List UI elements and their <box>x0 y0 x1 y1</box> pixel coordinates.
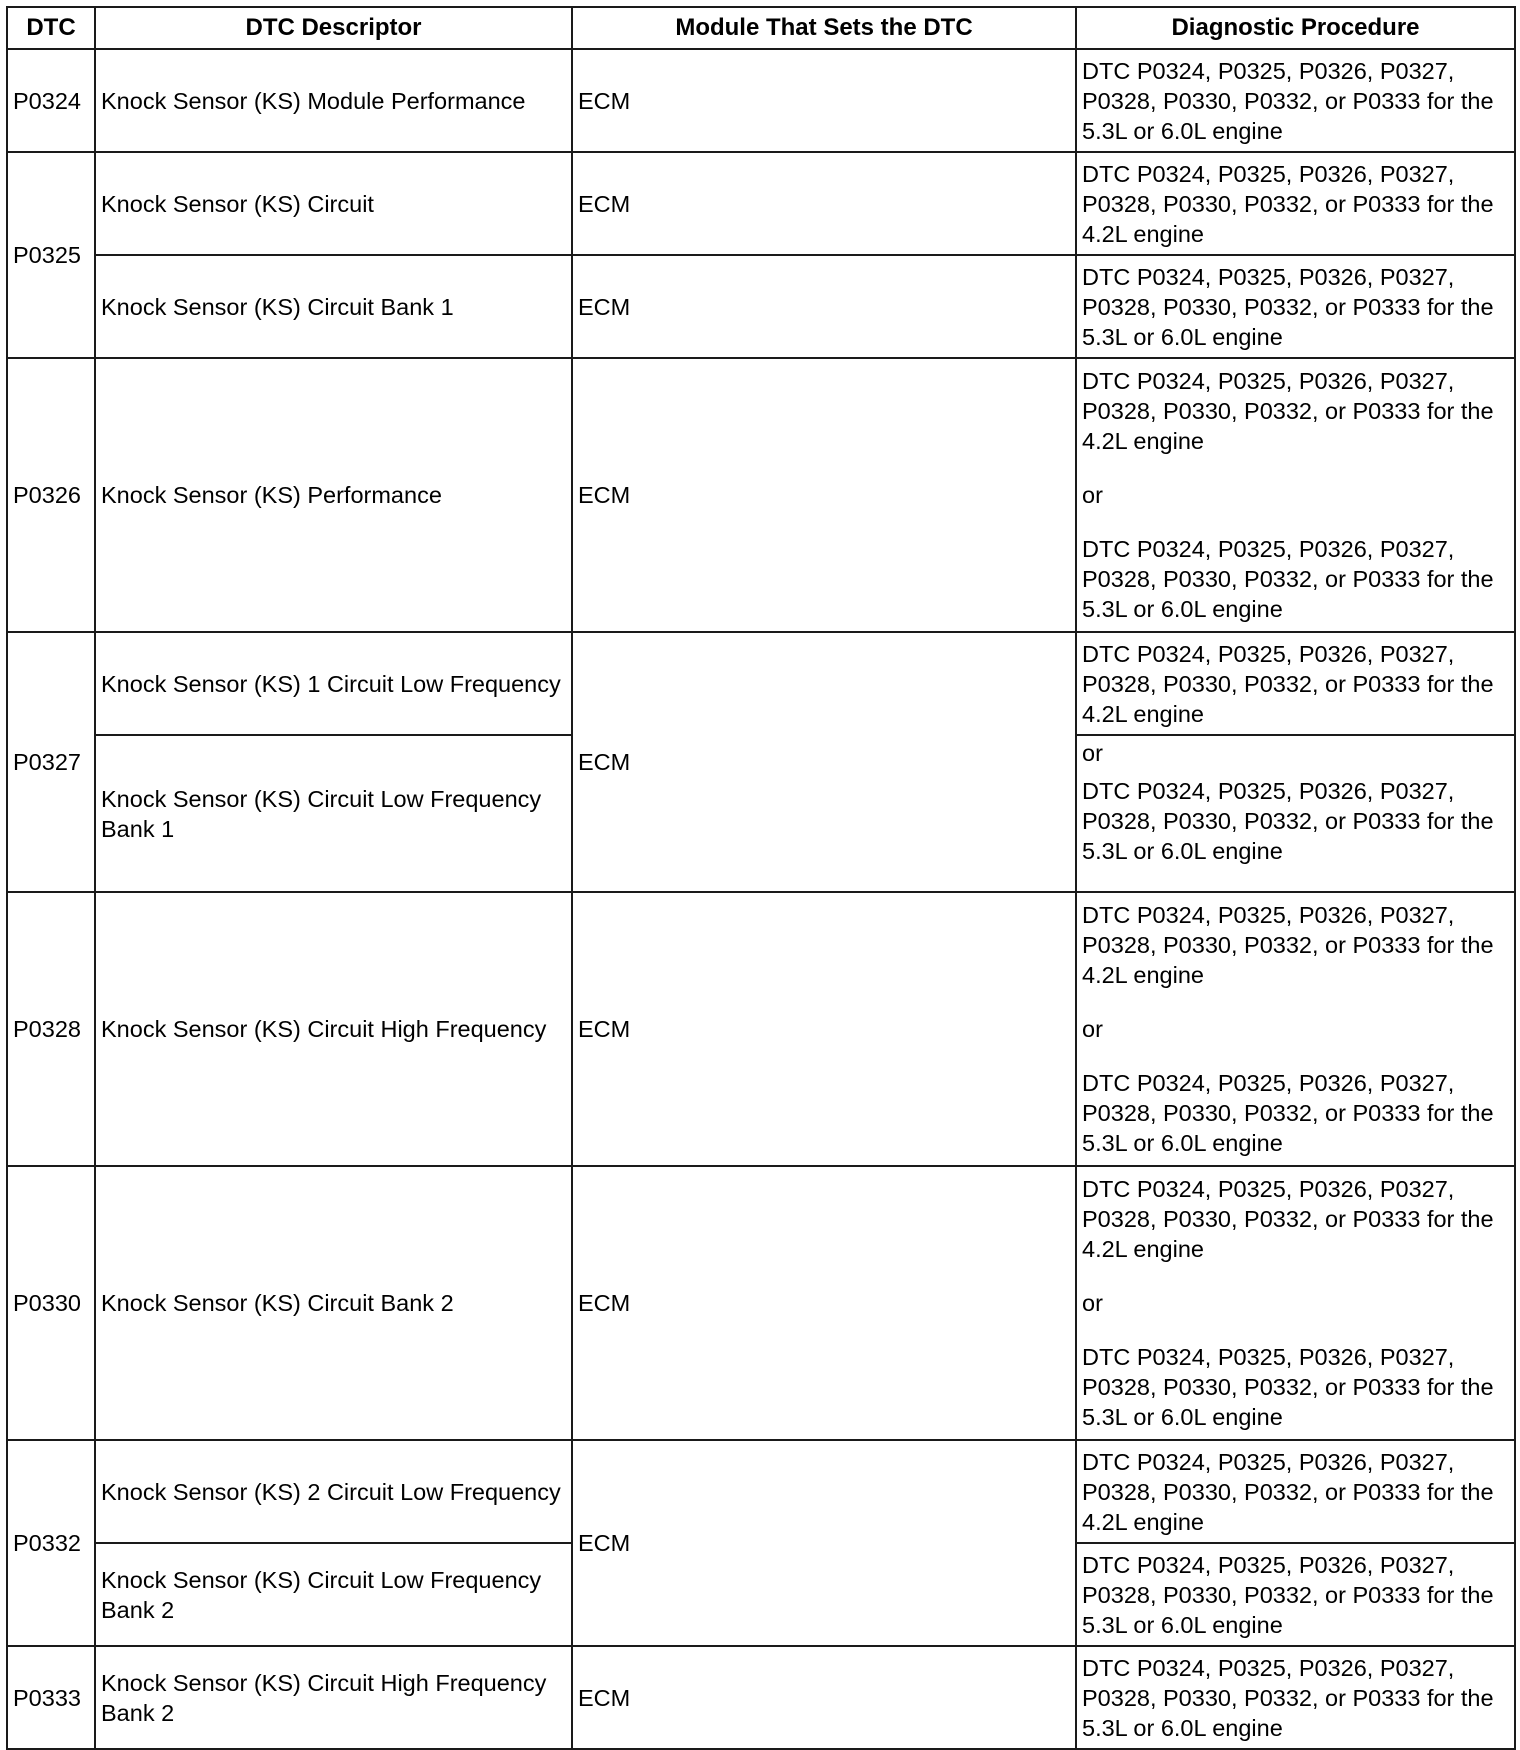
dtc-descriptor: Knock Sensor (KS) 1 Circuit Low Frequency <box>95 632 572 735</box>
dtc-code: P0328 <box>7 892 95 1166</box>
dtc-descriptor: Knock Sensor (KS) Circuit High Frequency <box>95 892 572 1166</box>
procedure-cell: DTC P0324, P0325, P0326, P0327, P0328, P0330, P0332, or P0333 for the 5.3L or 6.0L engine <box>1076 255 1515 358</box>
dtc-code: P0330 <box>7 1166 95 1440</box>
procedure-or: or <box>1082 740 1103 766</box>
procedure-or: or <box>1082 482 1103 508</box>
procedure-cell: DTC P0324, P0325, P0326, P0327, P0328, P0330, P0332, or P0333 for the 4.2L engine <box>1076 152 1515 255</box>
header-procedure: Diagnostic Procedure <box>1076 7 1515 49</box>
table-row <box>7 358 1515 632</box>
module-cell: ECM <box>572 49 1076 152</box>
dtc-descriptor: Knock Sensor (KS) Circuit Bank 2 <box>95 1166 572 1440</box>
procedure-cell <box>1076 735 1515 892</box>
procedure-cell: DTC P0324, P0325, P0326, P0327, P0328, P0330, P0332, or P0333 for the 5.3L or 6.0L engine <box>1076 1543 1515 1646</box>
procedure-text: DTC P0324, P0325, P0326, P0327, P0328, P0330, P0332, or P0333 for the 4.2L engine <box>1082 902 1494 988</box>
dtc-descriptor: Knock Sensor (KS) Performance <box>95 358 572 632</box>
module-cell: ECM <box>572 632 1076 892</box>
dtc-code: P0333 <box>7 1646 95 1749</box>
procedure-cell: DTC P0324, P0325, P0326, P0327, P0328, P0330, P0332, or P0333 for the 4.2L engine <box>1076 1440 1515 1543</box>
header-module: Module That Sets the DTC <box>572 7 1076 49</box>
module-cell: ECM <box>572 1166 1076 1440</box>
procedure-text: DTC P0324, P0325, P0326, P0327, P0328, P0330, P0332, or P0333 for the 5.3L or 6.0L engine <box>1082 536 1494 622</box>
procedure-text: DTC P0324, P0325, P0326, P0327, P0328, P0330, P0332, or P0333 for the 5.3L or 6.0L engine <box>1082 778 1494 864</box>
procedure-cell: DTC P0324, P0325, P0326, P0327, P0328, P0330, P0332, or P0333 for the 5.3L or 6.0L engine <box>1076 1646 1515 1749</box>
procedure-text: DTC P0324, P0325, P0326, P0327, P0328, P0330, P0332, or P0333 for the 5.3L or 6.0L engine <box>1082 1070 1494 1156</box>
dtc-code: P0327 <box>7 632 95 892</box>
table-row <box>7 1166 1515 1440</box>
module-cell: ECM <box>572 255 1076 358</box>
dtc-descriptor: Knock Sensor (KS) Module Performance <box>95 49 572 152</box>
module-cell: ECM <box>572 1440 1076 1646</box>
dtc-code: P0325 <box>7 152 95 358</box>
module-cell: ECM <box>572 358 1076 632</box>
procedure-cell <box>1076 892 1515 1166</box>
table-row <box>7 1646 1515 1749</box>
table-row <box>7 152 1515 255</box>
module-cell: ECM <box>572 1646 1076 1749</box>
procedure-cell <box>1076 358 1515 632</box>
dtc-descriptor: Knock Sensor (KS) Circuit Low Frequency Bank 2 <box>95 1543 572 1646</box>
table-row <box>7 49 1515 152</box>
dtc-code: P0326 <box>7 358 95 632</box>
procedure-text: DTC P0324, P0325, P0326, P0327, P0328, P0330, P0332, or P0333 for the 4.2L engine <box>1082 1176 1494 1262</box>
procedure-cell: DTC P0324, P0325, P0326, P0327, P0328, P0330, P0332, or P0333 for the 4.2L engine <box>1076 632 1515 735</box>
header-row <box>7 7 1515 49</box>
procedure-cell: DTC P0324, P0325, P0326, P0327, P0328, P0330, P0332, or P0333 for the 5.3L or 6.0L engine <box>1076 49 1515 152</box>
header-descriptor: DTC Descriptor <box>95 7 572 49</box>
table-row <box>7 632 1515 735</box>
procedure-or: or <box>1082 1016 1103 1042</box>
dtc-code: P0324 <box>7 49 95 152</box>
dtc-descriptor: Knock Sensor (KS) Circuit High Frequency Bank 2 <box>95 1646 572 1749</box>
module-cell: ECM <box>572 892 1076 1166</box>
dtc-descriptor: Knock Sensor (KS) Circuit Bank 1 <box>95 255 572 358</box>
table-row <box>7 1440 1515 1543</box>
procedure-or: or <box>1082 1290 1103 1316</box>
dtc-descriptor: Knock Sensor (KS) Circuit Low Frequency Bank 1 <box>95 735 572 892</box>
dtc-table <box>6 6 1516 1750</box>
procedure-text: DTC P0324, P0325, P0326, P0327, P0328, P0330, P0332, or P0333 for the 4.2L engine <box>1082 368 1494 454</box>
dtc-descriptor: Knock Sensor (KS) Circuit <box>95 152 572 255</box>
header-dtc: DTC <box>7 7 95 49</box>
module-cell: ECM <box>572 152 1076 255</box>
procedure-text: DTC P0324, P0325, P0326, P0327, P0328, P0330, P0332, or P0333 for the 5.3L or 6.0L engine <box>1082 1344 1494 1430</box>
table-row <box>7 255 1515 358</box>
dtc-code: P0332 <box>7 1440 95 1646</box>
procedure-cell <box>1076 1166 1515 1440</box>
table-row <box>7 892 1515 1166</box>
dtc-descriptor: Knock Sensor (KS) 2 Circuit Low Frequency <box>95 1440 572 1543</box>
